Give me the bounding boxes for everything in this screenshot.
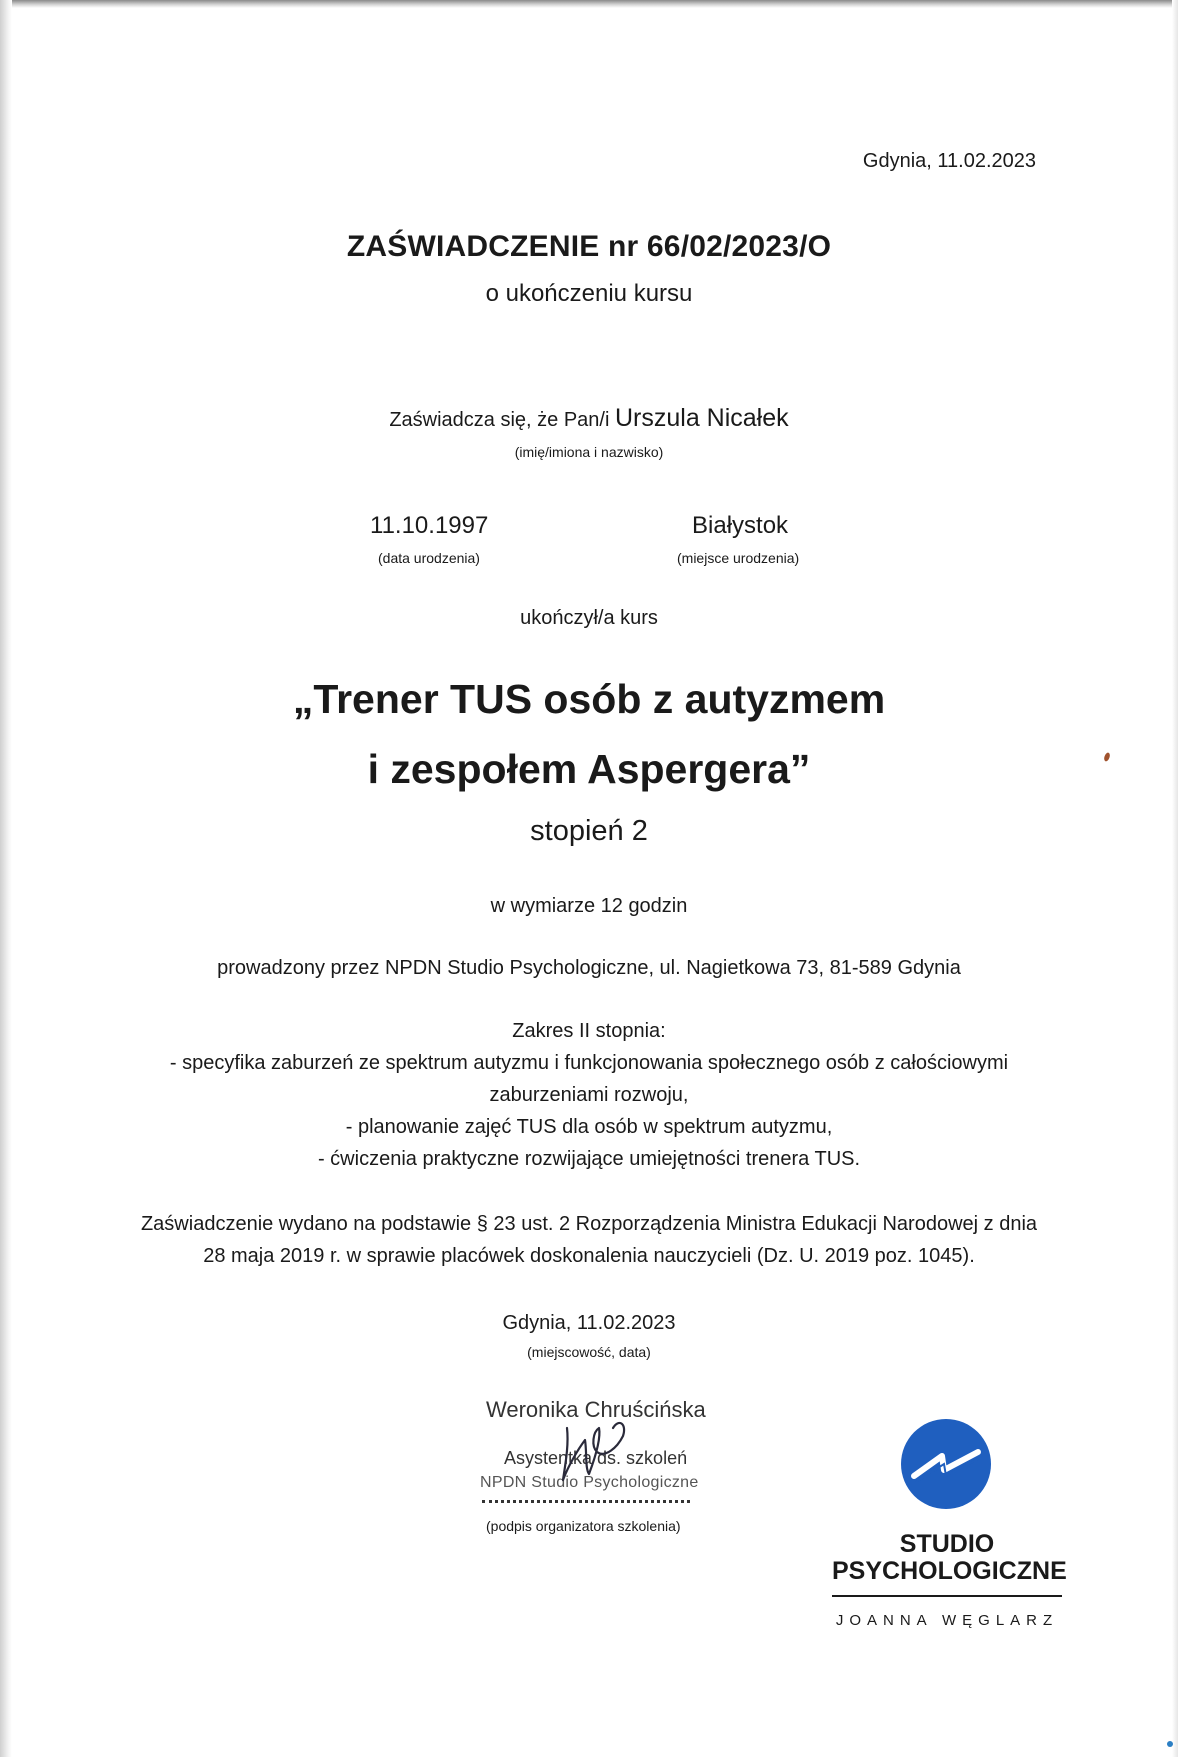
ink-spot [1166, 1740, 1174, 1748]
course-title-line2: i zespołem Aspergera” [367, 746, 811, 792]
stamp-organization: NPDN Studio Psychologiczne [480, 1474, 699, 1491]
signing-place-date-caption: (miejscowość, data) [527, 1344, 651, 1360]
stamp-name: Weronika Chruścińska [486, 1397, 706, 1422]
scope-item-1: - specyfika zaburzeń ze spektrum autyzmu i funkcjonowania społecznego osób z całościowymi [169, 1052, 1009, 1074]
logo-name-line2: PSYCHOLOGICZNE [832, 1557, 1067, 1585]
attest-line [0, 404, 1178, 433]
course-organizer: prowadzony przez NPDN Studio Psychologiczne, ul. Nagietkowa 73, 81-589 Gdynia [217, 957, 961, 979]
scope-item-2: - planowanie zajęć TUS dla osób w spektrum autyzmu, [345, 1116, 833, 1138]
birth-place: Białystok [692, 512, 789, 539]
scope-title: Zakres II stopnia: [512, 1020, 666, 1042]
studio-logo-icon [900, 1418, 992, 1510]
attest-prefix: Zaświadcza się, że Pan/i [389, 409, 615, 431]
certificate-title: ZAŚWIADCZENIE nr 66/02/2023/O [346, 230, 832, 263]
scope-item-1-continued: zaburzeniami rozwoju, [489, 1084, 689, 1106]
legal-basis-line1: Zaświadczenie wydano na podstawie § 23 ust. 2 Rozporządzenia Ministra Edukacji Narodowej z dnia [140, 1213, 1038, 1235]
birth-date-caption: (data urodzenia) [378, 550, 480, 566]
participant-name: Urszula Nicałek [614, 404, 789, 432]
name-caption: (imię/imiona i nazwisko) [514, 444, 664, 460]
stamp-role: Asystentka ds. szkoleń [504, 1448, 688, 1468]
logo-divider [832, 1595, 1062, 1597]
ink-spot [1104, 752, 1110, 762]
course-title-line1: „Trener TUS osób z autyzmem [292, 676, 886, 722]
course-level: stopień 2 [530, 815, 648, 847]
handwritten-signature [545, 1388, 655, 1488]
completed-text: ukończył/a kurs [520, 607, 658, 629]
signature-caption: (podpis organizatora szkolenia) [486, 1518, 681, 1534]
logo-subtitle: JOANNA WĘGLARZ [835, 1612, 1059, 1629]
logo-name-line1: STUDIO [899, 1530, 995, 1558]
scope-item-3: - ćwiczenia praktyczne rozwijające umiejętności trenera TUS. [317, 1148, 861, 1170]
scan-edge-top [0, 0, 1178, 8]
birth-date: 11.10.1997 [370, 512, 489, 539]
header-place-date: Gdynia, 11.02.2023 [862, 150, 1036, 172]
birth-place-caption: (miejsce urodzenia) [677, 550, 800, 566]
signing-place-date: Gdynia, 11.02.2023 [502, 1312, 676, 1334]
legal-basis-line2: 28 maja 2019 r. w sprawie placówek doskonalenia nauczycieli (Dz. U. 2019 poz. 1045). [203, 1245, 975, 1267]
signature-dotted-line [482, 1500, 690, 1503]
course-hours: w wymiarze 12 godzin [490, 895, 688, 917]
certificate-subtitle: o ukończeniu kursu [485, 280, 693, 307]
